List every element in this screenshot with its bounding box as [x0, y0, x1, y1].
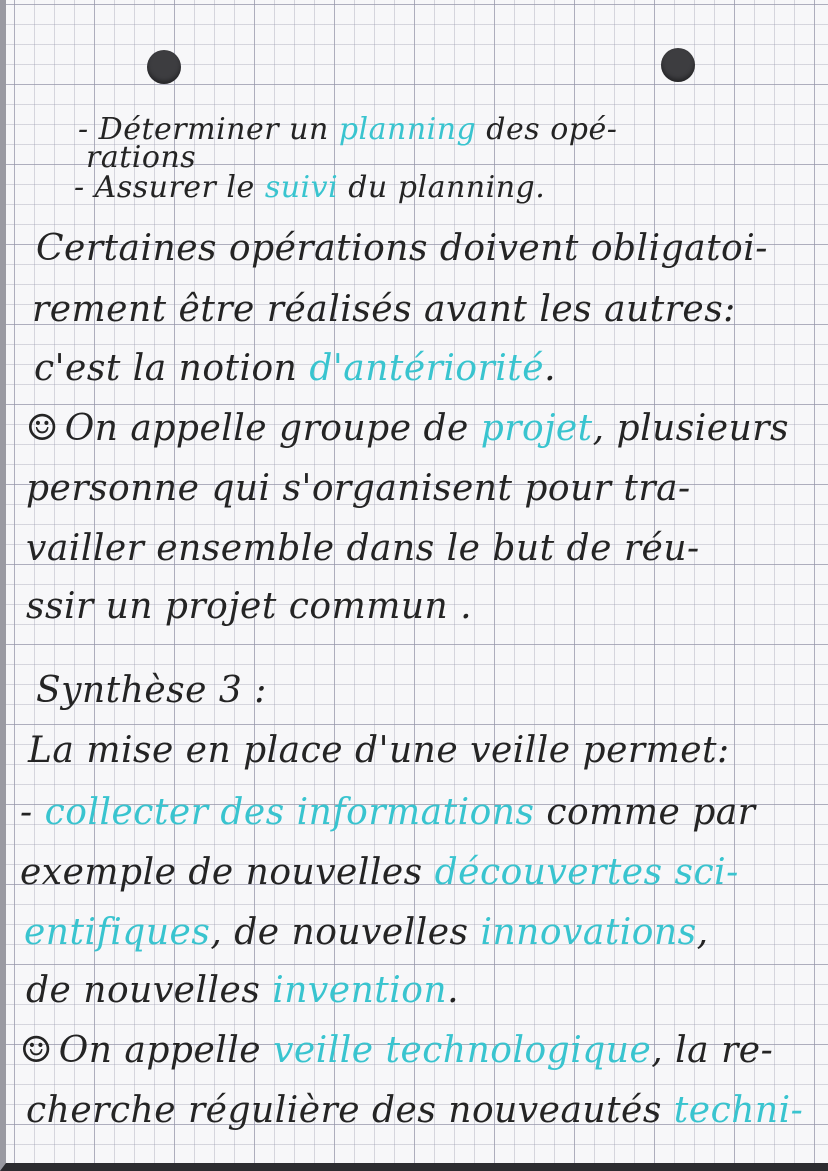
note-line-4: [36, 228, 768, 269]
note-text: - Déterminer un: [78, 112, 339, 147]
section-heading-synthese: [36, 670, 267, 711]
note-text: du planning.: [338, 170, 546, 205]
highlight-veille-technologique: veille technologique: [273, 1030, 652, 1071]
highlight-projet: projet: [480, 408, 593, 449]
note-text: cherche régulière des nouveautés: [26, 1090, 674, 1131]
highlight-invention: invention: [272, 970, 448, 1011]
note-text: , plusieurs: [592, 408, 789, 449]
note-text: vailler ensemble dans le but de réu-: [26, 528, 700, 569]
note-text: rations: [86, 140, 197, 175]
note-text: On appelle groupe de: [64, 408, 481, 449]
note-text: ssir un projet commun .: [26, 586, 473, 627]
note-text: des opé-: [476, 112, 618, 147]
note-text: On appelle: [58, 1030, 274, 1071]
note-line-7: [26, 408, 789, 449]
note-line-16: [26, 970, 459, 1011]
note-line-10: [26, 586, 472, 627]
note-text: , de nouvelles: [210, 912, 481, 953]
note-line-8: [26, 468, 691, 509]
note-line-14: [20, 852, 739, 893]
note-text: ,: [696, 912, 709, 953]
note-line-3: [74, 170, 545, 205]
smiley-icon: ☺: [20, 1030, 53, 1071]
note-text: , la re-: [651, 1030, 774, 1071]
note-line-5: [32, 289, 736, 330]
note-text: - Assurer le: [74, 170, 265, 205]
highlight-suivi: suivi: [264, 170, 339, 205]
note-text: rement être réalisés avant les autres:: [32, 289, 736, 330]
highlight-scientifiques: entifiques: [24, 912, 211, 953]
binder-hole-left: [147, 50, 181, 84]
note-line-18: [26, 1090, 803, 1131]
highlight-collecter: collecter des informations: [44, 792, 535, 833]
note-line-6: [34, 348, 556, 389]
highlight-decouvertes: découvertes sci-: [434, 852, 739, 893]
note-text: .: [447, 970, 460, 1011]
note-text: Synthèse 3 :: [36, 670, 267, 711]
note-text: exemple de nouvelles: [20, 852, 435, 893]
note-line-13: [20, 792, 755, 833]
highlight-innovations: innovations: [480, 912, 697, 953]
note-text: de nouvelles: [26, 970, 273, 1011]
note-text: comme par: [534, 792, 756, 833]
note-line-17: [20, 1030, 773, 1071]
smiley-icon: ☺: [26, 408, 59, 449]
note-text: .: [544, 348, 557, 389]
highlight-planning: planning: [338, 112, 477, 147]
note-line-12: [28, 730, 730, 771]
highlight-anteriorite: d'antériorité: [309, 348, 545, 389]
note-line-15: [24, 912, 709, 953]
note-text: La mise en place d'une veille permet:: [28, 730, 730, 771]
note-text: c'est la notion: [34, 348, 310, 389]
note-text: -: [20, 792, 45, 833]
note-text: Certaines opérations doivent obligatoi-: [36, 228, 768, 269]
binder-hole-right: [661, 48, 695, 82]
note-text: personne qui s'organisent pour tra-: [26, 468, 691, 509]
highlight-techni: techni-: [673, 1090, 804, 1131]
note-line-9: [26, 528, 700, 569]
